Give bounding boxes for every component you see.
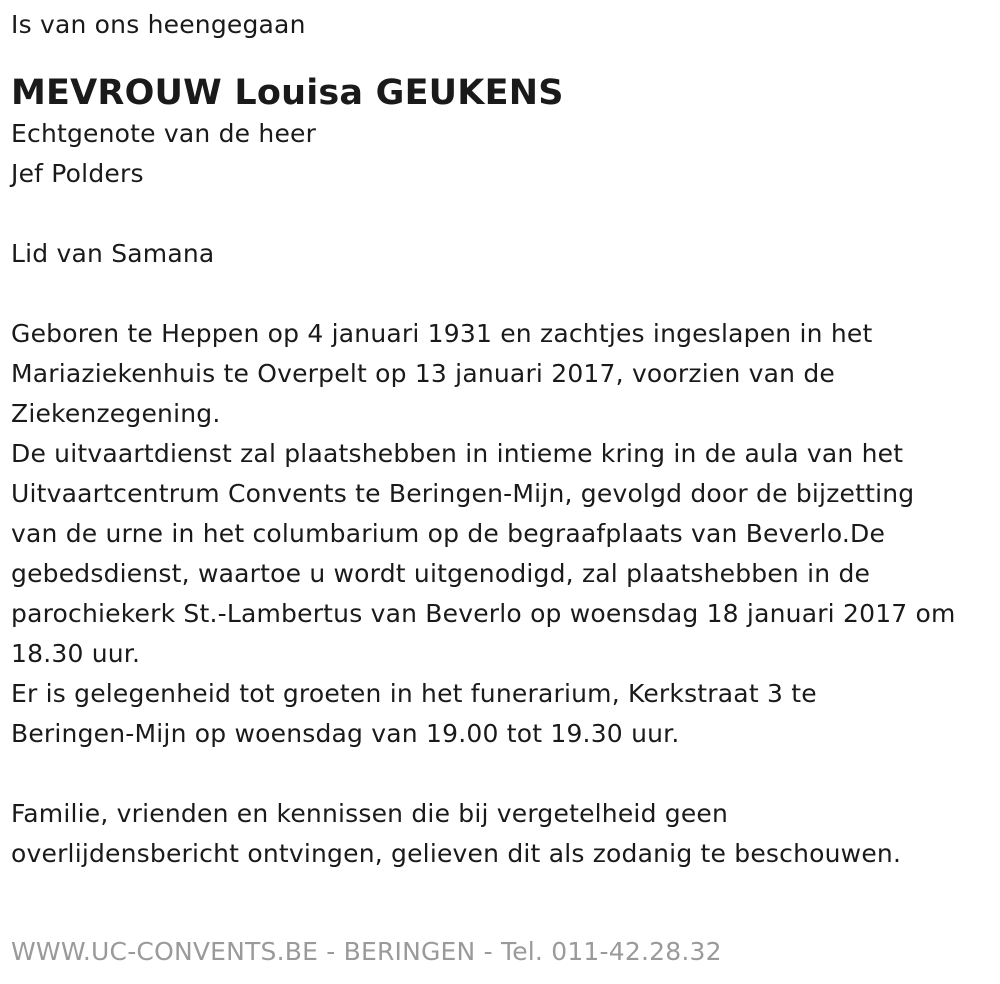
body-line: parochiekerk St.-Lambertus van Beverlo op woensdag 18 januari 2017 om xyxy=(11,599,956,628)
spacer xyxy=(11,754,996,794)
body-paragraph xyxy=(11,314,996,754)
body-line: Geboren te Heppen op 4 januari 1931 en zachtjes ingeslapen in het xyxy=(11,319,873,348)
obituary-notice xyxy=(11,6,996,874)
body-line: 18.30 uur. xyxy=(11,639,141,668)
body-line: De uitvaartdienst zal plaatshebben in intieme kring in de aula van het xyxy=(11,439,904,468)
spacer xyxy=(11,194,996,234)
closing-line: overlijdensbericht ontvingen, gelieven dit als zodanig te beschouwen. xyxy=(11,839,902,868)
spacer xyxy=(11,274,996,314)
deceased-name: MEVROUW Louisa GEUKENS xyxy=(11,73,564,113)
membership-text: Lid van Samana xyxy=(11,239,215,268)
closing-line: Familie, vrienden en kennissen die bij vergetelheid geen xyxy=(11,799,729,828)
body-line: Mariaziekenhuis te Overpelt op 13 januari 2017, voorzien van de xyxy=(11,359,836,388)
closing-paragraph xyxy=(11,794,996,874)
intro-text: Is van ons heengegaan xyxy=(11,10,306,39)
footer-contact: WWW.UC-CONVENTS.BE - BERINGEN - Tel. 011-42.28.32 xyxy=(11,937,722,966)
spouse-line: Echtgenote van de heer xyxy=(11,119,317,148)
body-line: gebedsdienst, waartoe u wordt uitgenodigd, zal plaatshebben in de xyxy=(11,559,871,588)
body-line: Beringen-Mijn op woensdag van 19.00 tot 19.30 uur. xyxy=(11,719,680,748)
spouse-name: Jef Polders xyxy=(11,159,144,188)
body-line: Ziekenzegening. xyxy=(11,399,221,428)
body-line: Er is gelegenheid tot groeten in het funerarium, Kerkstraat 3 te xyxy=(11,679,817,708)
body-line: Uitvaartcentrum Convents te Beringen-Mijn, gevolgd door de bijzetting xyxy=(11,479,915,508)
body-line: van de urne in het columbarium op de begraafplaats van Beverlo.De xyxy=(11,519,886,548)
